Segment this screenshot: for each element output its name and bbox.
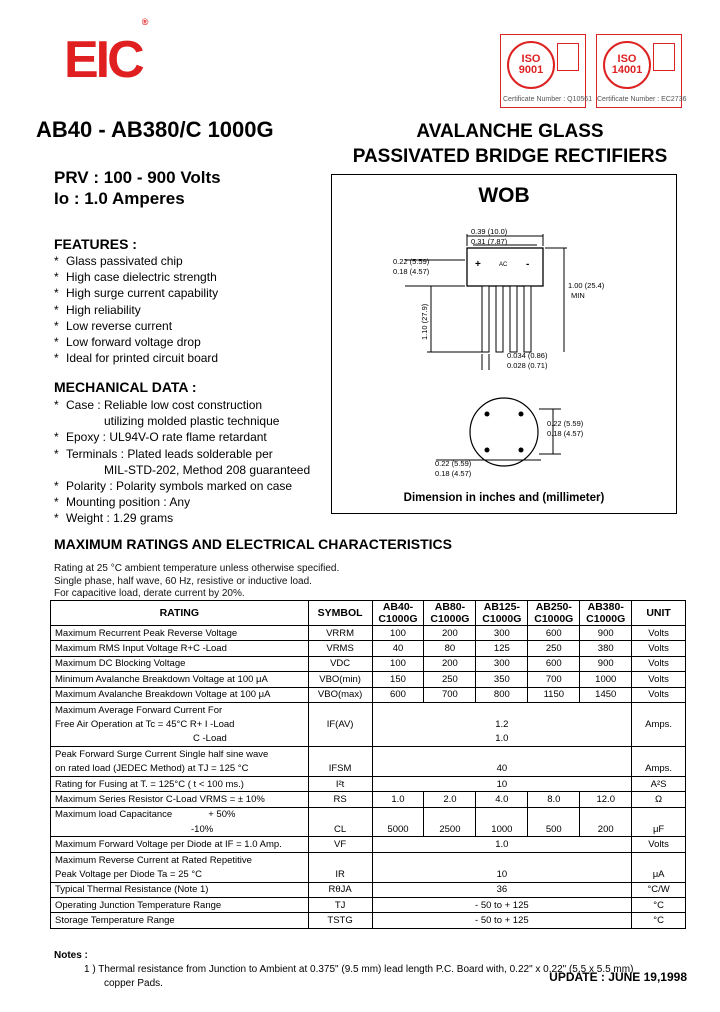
table-row: Maximum Recurrent Peak Reverse Voltage VRRM 100 200 300 600 900 Volts — [51, 626, 686, 641]
mechanical-title: MECHANICAL DATA : — [54, 379, 197, 395]
ratings-title: MAXIMUM RATINGS AND ELECTRICAL CHARACTERISTICS — [54, 536, 452, 552]
cert1-number: Certificate Number : Q10561 — [503, 96, 593, 103]
ratings-table: RATING SYMBOL AB40- AB80- AB125- AB250- AB380- UNIT C1000G C1000G C1000G C1000G C1000G Maximum Recurrent Peak Reverse Voltage VRRM 100 200 300 600 900 Volts Maximum RMS Input Voltage R+C -Load VRMS 40 80 125 250 380 Volts Maximum DC Blocking Voltage VDC 100 200 300 600 900 Volts Minimum Avalanche Breakdown Voltage at 100 μA VBO(min) 150 250 350 700 1000 Volts Maximum Avalanche Breakdown Voltage at 100 μA VBO(max) 600 700 800 1150 1450 Volts Maximum Average Forward Current For Free Air Operation at Tc = 45°C R+ I -Load IF(AV) 1.2 Amps. C -Load 1.0 Peak Forward Surge Current Single half sine wave on rated load (JEDEC Method) at TJ = 125 °C IFSM 40 Amps. Rating for Fusing at T. = 125°C ( t < 100 ms.) I²t 10 A²S Maximum Series Resistor C-Load VRMS = ± 10% RS 1.0 2.0 4.0 8.0 12.0 Ω Maximum load Capacitance + 50% -10% CL 5000 2500 1000 500 200 μF Maximum Forward Voltage per Diode at IF = 1.0 Amp. VF 1.0 Volts Maximum Reverse Current at Rated Repetitive Peak Voltage per Diode Ta = 25 °C IR 10 μA Typical Thermal Resistance (Note 1) RθJA 36 °C/W Operating Junction Temperature Range TJ - 50 to + 125 °C Storage Temperature Range TSTG - 50 to + 125 °C — [50, 600, 686, 929]
prv-spec: PRV : 100 - 900 Volts Io : 1.0 Amperes — [54, 168, 221, 208]
package-name: WOB — [478, 184, 530, 207]
table-row: Free Air Operation at Tc = 45°C R+ I -Load IF(AV) 1.2 Amps. — [51, 717, 686, 731]
list-item: * Low reverse current — [54, 318, 218, 334]
table-row: Maximum RMS Input Voltage R+C -Load VRMS 40 80 125 250 380 Volts — [51, 641, 686, 656]
dim-label: MIN — [571, 291, 585, 300]
list-item: * High case dielectric strength — [54, 269, 218, 285]
table-row: Maximum load Capacitance + 50% — [51, 807, 686, 822]
table-row: Maximum Series Resistor C-Load VRMS = ± 10% RS 1.0 2.0 4.0 8.0 12.0 Ω — [51, 792, 686, 807]
table-row: Maximum DC Blocking Voltage VDC 100 200 300 600 900 Volts — [51, 656, 686, 671]
ac-mark: AC — [499, 262, 508, 268]
col-rating: RATING — [51, 601, 309, 626]
eic-logo: EIC® — [64, 16, 149, 89]
table-row: Maximum Forward Voltage per Diode at IF = 1.0 Amp. VF 1.0 Volts — [51, 837, 686, 852]
list-item-cont: utilizing molded plastic technique — [104, 414, 280, 429]
list-item: * Ideal for printed circuit board — [54, 350, 218, 366]
table-row: Maximum Average Forward Current For — [51, 702, 686, 717]
cert2-number: Certificate Number : EC2736 — [597, 96, 687, 103]
dimension-caption: Dimension in inches and (millimeter) — [403, 492, 605, 504]
part-title: AB40 - AB380/C 1000G — [36, 117, 274, 142]
dim-label: 0.22 (5.59) — [547, 419, 584, 428]
dim-label: 1.10 (27.9) — [420, 303, 429, 340]
dim-label: 0.18 (4.57) — [547, 429, 584, 438]
list-item: * High reliability — [54, 302, 218, 318]
iso14001-badge: ISO 14001 — [596, 34, 682, 108]
table-row: Storage Temperature Range TSTG - 50 to + 125 °C — [51, 913, 686, 928]
list-item-cont: MIL-STD-202, Method 208 guaranteed — [104, 462, 311, 477]
list-item: * Low forward voltage drop — [54, 334, 218, 350]
plus-mark: + — [475, 259, 481, 270]
col-unit: UNIT — [632, 601, 686, 626]
dim-label: 0.18 (4.57) — [435, 469, 472, 478]
dim-label: 0.22 (5.59) — [435, 459, 472, 468]
table-row: Rating for Fusing at T. = 125°C ( t < 100 ms.) I²t 10 A²S — [51, 776, 686, 791]
dim-label: 0.39 (10.0) — [471, 227, 508, 236]
table-row: Maximum Reverse Current at Rated Repetitive — [51, 852, 686, 867]
col-symbol: SYMBOL — [308, 601, 372, 626]
table-row: Minimum Avalanche Breakdown Voltage at 100 μA VBO(min) 150 250 350 700 1000 Volts — [51, 672, 686, 687]
minus-mark: - — [526, 259, 530, 270]
table-row: -10% CL 5000 2500 1000 500 200 μF — [51, 822, 686, 837]
notes: Notes : 1 ) Thermal resistance from Junction to Ambient at 0.375" (9.5 mm) lead length P.C. Board with, 0.22" x 0.22" (5.5 x 5.5 mm) copper Pads. — [54, 950, 634, 989]
list-item: * Epoxy : UL94V-O rate flame retardant — [54, 429, 310, 445]
list-item: * High surge current capability — [54, 285, 218, 301]
package-drawing — [331, 174, 677, 514]
dim-label: 0.034 (0.86) — [507, 351, 548, 360]
table-row: Maximum Avalanche Breakdown Voltage at 100 μA VBO(max) 600 700 800 1150 1450 Volts — [51, 687, 686, 702]
mechanical-list — [54, 397, 310, 527]
table-row: C -Load 1.0 — [51, 732, 686, 747]
list-item: * Polarity : Polarity symbols marked on case — [54, 478, 310, 494]
list-item: * Mounting position : Any — [54, 494, 310, 510]
heading-line2: PASSIVATED BRIDGE RECTIFIERS — [352, 146, 668, 167]
list-item: * Glass passivated chip — [54, 253, 218, 269]
table-row: Peak Voltage per Diode Ta = 25 °C IR 10 μA — [51, 867, 686, 882]
iso9001-badge: ISO 9001 — [500, 34, 586, 108]
table-row: Typical Thermal Resistance (Note 1) RθJA 36 °C/W — [51, 882, 686, 897]
features-title: FEATURES : — [54, 236, 137, 252]
heading-line1: AVALANCHE GLASS — [416, 121, 604, 142]
table-row: on rated load (JEDEC Method) at TJ = 125 °C IFSM 40 Amps. — [51, 762, 686, 777]
dim-label: 0.31 (7.87) — [471, 237, 508, 246]
dim-label: 0.18 (4.57) — [393, 267, 430, 276]
table-row: Operating Junction Temperature Range TJ - 50 to + 125 °C — [51, 898, 686, 913]
update-date: UPDATE : JUNE 19,1998 — [549, 970, 687, 984]
dim-label: 0.22 (5.59) — [393, 257, 430, 266]
list-item: * Terminals : Plated leads solderable per — [54, 446, 310, 462]
list-item: * Case : Reliable low cost construction — [54, 397, 310, 413]
table-row: Peak Forward Surge Current Single half sine wave — [51, 747, 686, 762]
list-item: * Weight : 1.29 grams — [54, 510, 310, 526]
dim-label: 0.028 (0.71) — [507, 361, 548, 370]
features-list — [54, 253, 218, 366]
rating-conditions: Rating at 25 °C ambient temperature unless otherwise specified. Single phase, half wave, 60 Hz, resistive or inductive load. For capacitive load, derate current by 20%. — [54, 563, 340, 599]
dim-label: 1.00 (25.4) — [568, 281, 605, 290]
